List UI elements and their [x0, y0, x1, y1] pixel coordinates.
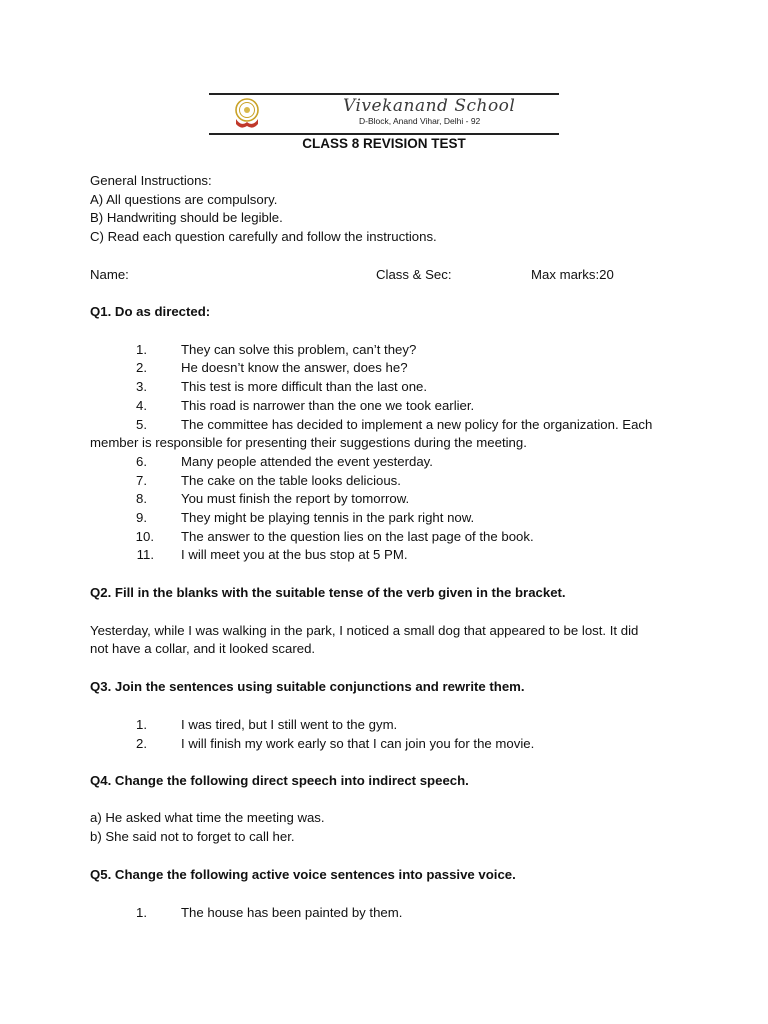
q1-heading: Q1. Do as directed: — [90, 304, 211, 319]
list-item: The committee has decided to implement a new policy for the organization. Each — [181, 417, 653, 432]
list-item: This road is narrower than the one we took earlier. — [181, 398, 475, 413]
list-item: a) He asked what time the meeting was. — [90, 810, 325, 825]
list-number: 1. — [136, 717, 147, 732]
list-number: 4. — [136, 398, 147, 413]
list-item: The answer to the question lies on the last page of the book. — [181, 529, 534, 544]
list-item: I will finish my work early so that I can join you for the movie. — [181, 736, 535, 751]
q4-heading: Q4. Change the following direct speech into indirect speech. — [90, 773, 469, 788]
list-item: I was tired, but I still went to the gym. — [181, 717, 398, 732]
q2-heading: Q2. Fill in the blanks with the suitable tense of the verb given in the bracket. — [90, 585, 566, 600]
instruction-item: A) All questions are compulsory. — [90, 192, 278, 207]
list-item: The cake on the table looks delicious. — [181, 473, 401, 488]
list-item: I will meet you at the bus stop at 5 PM. — [181, 547, 408, 562]
list-number: 1. — [136, 342, 147, 357]
list-number: 8. — [136, 491, 147, 506]
list-number: 10. — [135, 529, 154, 544]
list-number: 3. — [136, 379, 147, 394]
list-item: The house has been painted by them. — [181, 905, 403, 920]
list-item: b) She said not to forget to call her. — [90, 829, 295, 844]
paragraph-line: Yesterday, while I was walking in the park, I noticed a small dog that appeared to be lost. It did — [90, 623, 639, 638]
name-label: Name: — [90, 267, 129, 282]
list-item: This test is more difficult than the last one. — [181, 379, 428, 394]
list-item: They can solve this problem, can’t they? — [181, 342, 417, 357]
school-address: D-Block, Anand Vihar, Delhi - 92 — [359, 116, 481, 126]
school-logo-icon — [227, 97, 267, 131]
list-number: 7. — [136, 473, 147, 488]
list-number: 2. — [136, 360, 147, 375]
class-sec-label: Class & Sec: — [376, 267, 452, 282]
list-number: 11. — [136, 547, 154, 562]
list-number: 6. — [136, 454, 147, 469]
list-number: 2. — [136, 736, 147, 751]
instruction-item: B) Handwriting should be legible. — [90, 210, 283, 225]
test-title: CLASS 8 REVISION TEST — [302, 136, 466, 151]
school-name: Vivekanand School — [343, 96, 516, 116]
list-item: He doesn’t know the answer, does he? — [181, 360, 408, 375]
school-header — [209, 93, 559, 135]
q3-heading: Q3. Join the sentences using suitable conjunctions and rewrite them. — [90, 679, 525, 694]
list-item-continuation: member is responsible for presenting their suggestions during the meeting. — [90, 435, 527, 450]
paragraph-line: not have a collar, and it looked scared. — [90, 641, 316, 656]
list-item: They might be playing tennis in the park right now. — [181, 510, 475, 525]
list-number: 9. — [136, 510, 147, 525]
q5-heading: Q5. Change the following active voice sentences into passive voice. — [90, 867, 516, 882]
list-item: You must finish the report by tomorrow. — [181, 491, 410, 506]
instructions-heading: General Instructions: — [90, 173, 212, 188]
list-number: 5. — [136, 417, 147, 432]
list-item: Many people attended the event yesterday. — [181, 454, 433, 469]
max-marks-label: Max marks:20 — [531, 267, 614, 282]
instruction-item: C) Read each question carefully and follow the instructions. — [90, 229, 437, 244]
list-number: 1. — [136, 905, 147, 920]
